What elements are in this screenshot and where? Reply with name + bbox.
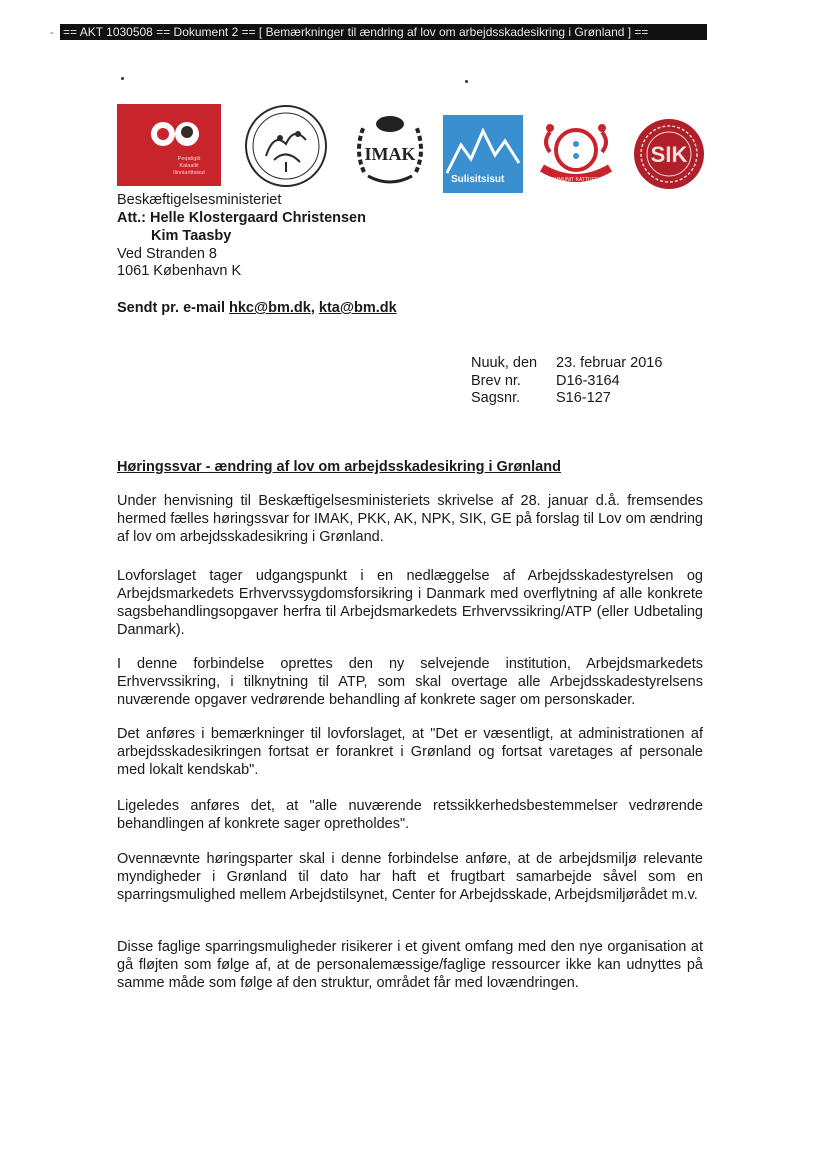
body-paragraph-1: Under henvisning til Beskæftigelsesministeriets skrivelse af 28. januar d.å. fremsendes hermed fælles høringssvar for IMAK, PKK, AK, NPK, SIK, GE på forslag til Lov om ændring af lov om arbejdsskadesikring i Grønland. <box>117 493 703 545</box>
recipient-street: Ved Stranden 8 <box>117 246 217 262</box>
pkk-line-3: Ilinniartitsisut <box>173 170 205 176</box>
email-link-hkc[interactable]: hkc@bm.dk <box>229 300 311 316</box>
pkk-line-2: Kalaallit <box>179 163 199 169</box>
imak-text: IMAK <box>364 144 416 164</box>
place-label: Nuuk, den <box>471 355 538 371</box>
letter-date: 23. februar 2016 <box>556 355 663 371</box>
sik-logo <box>633 118 705 190</box>
sulisitsisut-text: Sulisitsisut <box>451 174 505 185</box>
ak-logo <box>244 104 328 188</box>
body-paragraph-5: Ligeledes anføres det, at "alle nuværende retssikkerhedsbestemmelser vedrørende behandlingen af konkrete sager opretholdes". <box>117 798 703 832</box>
case-no-label: Sagsnr. <box>471 390 521 406</box>
email-separator: , <box>310 300 315 316</box>
sent-label: Sendt pr. e-mail <box>117 300 225 316</box>
sik-text: SIK <box>650 142 688 167</box>
body-paragraph-3: I denne forbindelse oprettes den ny selvejende institution, Arbejdsmarkedets Erhvervssikring, i tilknytning til ATP, som skal overtage alle Arbejdsskadestyrelsens nuværende opgaver vedrørende behandling af konkrete sager om personskader. <box>117 656 703 708</box>
sulisitsisut-logo <box>443 115 523 193</box>
npk-logo <box>536 118 616 192</box>
npk-text: KOMMUNIT KATTUFFIAT <box>546 177 606 183</box>
letter-no-label: Brev nr. <box>471 373 521 389</box>
pkk-line-1: Peqatigiit <box>177 156 201 162</box>
subject-heading: Høringssvar - ændring af lov om arbejdsskadesikring i Grønland <box>117 459 561 475</box>
case-no: S16-127 <box>556 390 611 406</box>
recipient-org: Beskæftigelsesministeriet <box>117 192 282 208</box>
imak-logo <box>350 110 430 190</box>
sent-line <box>117 300 397 317</box>
body-paragraph-7: Disse faglige sparringsmuligheder risikerer i et givent omfang med den nye organisation at gå fløjten som følge af, at de personalemæssige/faglige ressourcer ikke kan udnyttes på samme måde som følge af den struktur, området får med lovændringen. <box>117 939 703 991</box>
body-paragraph-4: Det anføres i bemærkninger til lovforslaget, at "Det er væsentligt, at administrationen af arbejdsskadesikringen fortsat er forankret i Grønland og fortsat varetages af personale med lokalt kendskab". <box>117 726 703 778</box>
recipient-att: Att.: Helle Klostergaard Christensen <box>117 210 366 226</box>
banner-dash: - <box>50 27 54 39</box>
document-banner: == AKT 1030508 == Dokument 2 == [ Bemærkninger til ændring af lov om arbejdsskadesikring i Grønland ] == <box>60 24 707 40</box>
pkk-logo <box>117 104 221 186</box>
body-paragraph-6: Ovennævnte høringsparter skal i denne forbindelse anføre, at de arbejdsmiljø relevante myndigheder i Grønland til dato har haft et frugtbart samarbejde såvel som en sparringsmulighed mellem Arbejdstilsynet, Center for Arbejdsskade, Arbejdsmiljørådet m.v. <box>117 851 703 903</box>
letter-no: D16-3164 <box>556 373 620 389</box>
body-paragraph-2: Lovforslaget tager udgangspunkt i en nedlæggelse af Arbejdsskadestyrelsen og Arbejdsmarkedets Erhvervssygdomsforsikring i Danmark med overflytning af alle konkrete sagsbehandlingsopgaver herfra til Arbejdsmarkedets Erhvervssikring/ATP (eller Udbetaling Danmark). <box>117 568 703 638</box>
recipient-att2: Kim Taasby <box>151 228 232 244</box>
scan-speck <box>465 80 468 83</box>
scan-speck <box>121 77 124 80</box>
recipient-city: 1061 København K <box>117 263 242 279</box>
email-link-kta[interactable]: kta@bm.dk <box>318 300 397 316</box>
